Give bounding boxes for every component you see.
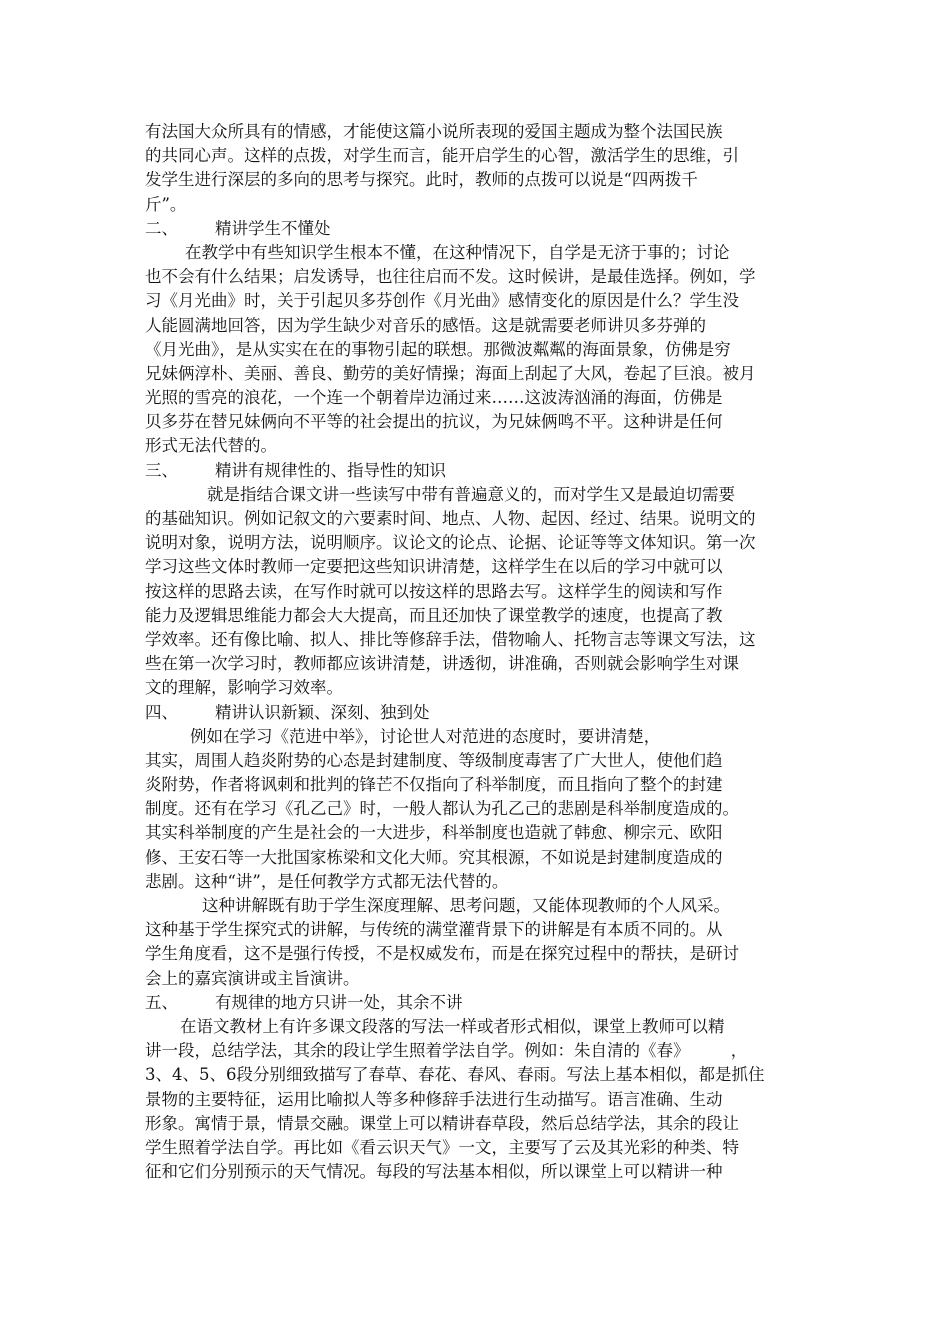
text-line: 斤”。 — [145, 194, 187, 214]
text-line: 发学生进行深层的多向的思考与探究。此时，教师的点拨可以说是“四两拨千 — [145, 170, 698, 190]
text-line: 炎附势，作者将讽刺和批判的锋芒不仅指向了科举制度，而且指向了整个的封建 — [145, 775, 723, 795]
text-line: 习《月光曲》时，关于引起贝多芬创作《月光曲》感情变化的原因是什么？学生没 — [145, 291, 739, 311]
section-number: 四、 — [145, 702, 178, 722]
text-line: 些在第一次学习时，教师都应该讲清楚，讲透彻，讲准确，否则就会影响学生对课 — [145, 654, 739, 674]
text-line: 这种基于学生探究式的讲解，与传统的满堂灌背景下的讲解是有本质不同的。从 — [145, 920, 723, 940]
text-line: 的共同心声。这样的点拨，对学生而言，能开启学生的心智，激活学生的思维，引 — [145, 146, 739, 166]
text-line: 征和它们分别预示的天气情况。每段的写法基本相似，所以课堂上可以精讲一种 — [145, 1162, 723, 1182]
section-heading — [145, 701, 810, 725]
text-line: 学生照着学法自学。再比如《看云识天气》一文，主要写了云及其光彩的种类、特 — [145, 1137, 739, 1157]
text-line: 修、王安石等一大批国家栋梁和文化大师。究其根源，不如说是封建制度造成的 — [145, 847, 723, 867]
section-number: 五、 — [145, 992, 178, 1012]
text-line: 学生角度看，这不是强行传授，不是权威发布，而是在探究过程中的帮扶，是研讨 — [145, 944, 739, 964]
text-line: 形式无法代替的。 — [145, 436, 277, 456]
text-line: 能力及逻辑思维能力都会大大提高，而且还加快了课堂教学的速度，也提高了教 — [145, 605, 723, 625]
text-line: 人能圆满地回答，因为学生缺少对音乐的感悟。这是就需要老师讲贝多芬弹的 — [145, 315, 706, 335]
text-line: 讲一段，总结学法，其余的段让学生照着学法自学。例如：朱自清的《春》 ， — [145, 1041, 748, 1061]
text-line: 贝多芬在替兄妹俩向不平等的社会提出的抗议，为兄妹俩鸣不平。这种讲是任何 — [145, 412, 723, 432]
text-line: 学习这些文体时教师一定要把这些知识讲清楚，这样学生在以后的学习中就可以 — [145, 557, 723, 577]
text-line: 有法国大众所具有的情感，才能使这篇小说所表现的爱国主题成为整个法国民族 — [145, 122, 723, 141]
text-line: 其实科举制度的产生是社会的一大进步，科举制度也造就了韩愈、柳宗元、欧阳 — [145, 823, 723, 843]
text-line: 会上的嘉宾演讲或主旨演讲。 — [145, 968, 360, 988]
text-line: 就是指结合课文讲一些读写中带有普遍意义的，而对学生又是最迫切需要 — [207, 484, 735, 504]
section-number: 二、 — [145, 218, 178, 238]
text-line: 说明对象，说明方法，说明顺序。议论文的论点、论据、论证等等文体知识。第一次 — [145, 533, 756, 553]
section-title: 精讲学生不懂处 — [215, 218, 331, 238]
text-line: 其实，周围人趋炎附势的心态是封建制度、等级制度毒害了广大世人，使他们趋 — [145, 750, 723, 770]
section-heading — [145, 459, 810, 483]
text-line: 悲剧。这种“讲”，是任何教学方式都无法代替的。 — [145, 871, 509, 891]
text-line: 在语文教材上有许多课文段落的写法一样或者形式相似，课堂上教师可以精 — [180, 1016, 725, 1036]
text-line: 兄妹俩淳朴、美丽、善良、勤劳的美好情操；海面上刮起了大风，卷起了巨浪。被月 — [145, 363, 756, 383]
text-line: 景物的主要特征，运用比喻拟人等多种修辞手法进行生动描写。语言准确、生动 — [145, 1089, 723, 1109]
text-line: 学效率。还有像比喻、拟人、排比等修辞手法，借物喻人、托物言志等课文写法，这 — [145, 629, 756, 649]
text-line: 文的理解，影响学习效率。 — [145, 678, 343, 698]
section-title: 精讲认识新颖、深刻、独到处 — [215, 702, 430, 722]
section-number: 三、 — [145, 460, 178, 480]
section-title: 有规律的地方只讲一处，其余不讲 — [215, 992, 463, 1012]
text-line: 的基础知识。例如记叙文的六要素时间、地点、人物、起因、经过、结果。说明文的 — [145, 509, 756, 528]
text-line: 3、4、5、6段分别细致描写了春草、春花、春风、春雨。写法上基本相似，都是抓住 — [145, 1065, 765, 1085]
section-title: 精讲有规律性的、指导性的知识 — [215, 460, 446, 480]
section-heading — [145, 217, 810, 241]
text-line: 按这样的思路去读，在写作时就可以按这样的思路去写。这样学生的阅读和写作 — [145, 581, 723, 601]
text-line: 例如在学习《范进中举》，讨论世人对范进的态度时，要讲清楚， — [190, 726, 661, 746]
text-line: 也不会有什么结果；启发诱导，也往往启而不发。这时候讲，是最佳选择。例如，学 — [145, 267, 756, 287]
text-line: 制度。还有在学习《孔乙己》时，一般人都认为孔乙己的悲剧是科举制度造成的。 — [145, 799, 739, 819]
document-page — [145, 120, 810, 1184]
text-line: 形象。寓情于景，情景交融。课堂上可以精讲春草段，然后总结学法，其余的段让 — [145, 1113, 739, 1133]
text-line: 这种讲解既有助于学生深度理解、思考问题，又能体现教师的个人风采。 — [202, 896, 730, 915]
section-heading — [145, 991, 810, 1015]
text-line: 在教学中有些知识学生根本不懂，在这种情况下，自学是无济于事的；讨论 — [185, 242, 730, 262]
text-line: 光照的雪亮的浪花，一个连一个朝着岸边涌过来……这波涛汹涌的海面，仿佛是 — [145, 388, 723, 408]
text-line: 《月光曲》，是从实实在在的事物引起的联想。那微波粼粼的海面景象，仿佛是穷 — [145, 339, 731, 359]
